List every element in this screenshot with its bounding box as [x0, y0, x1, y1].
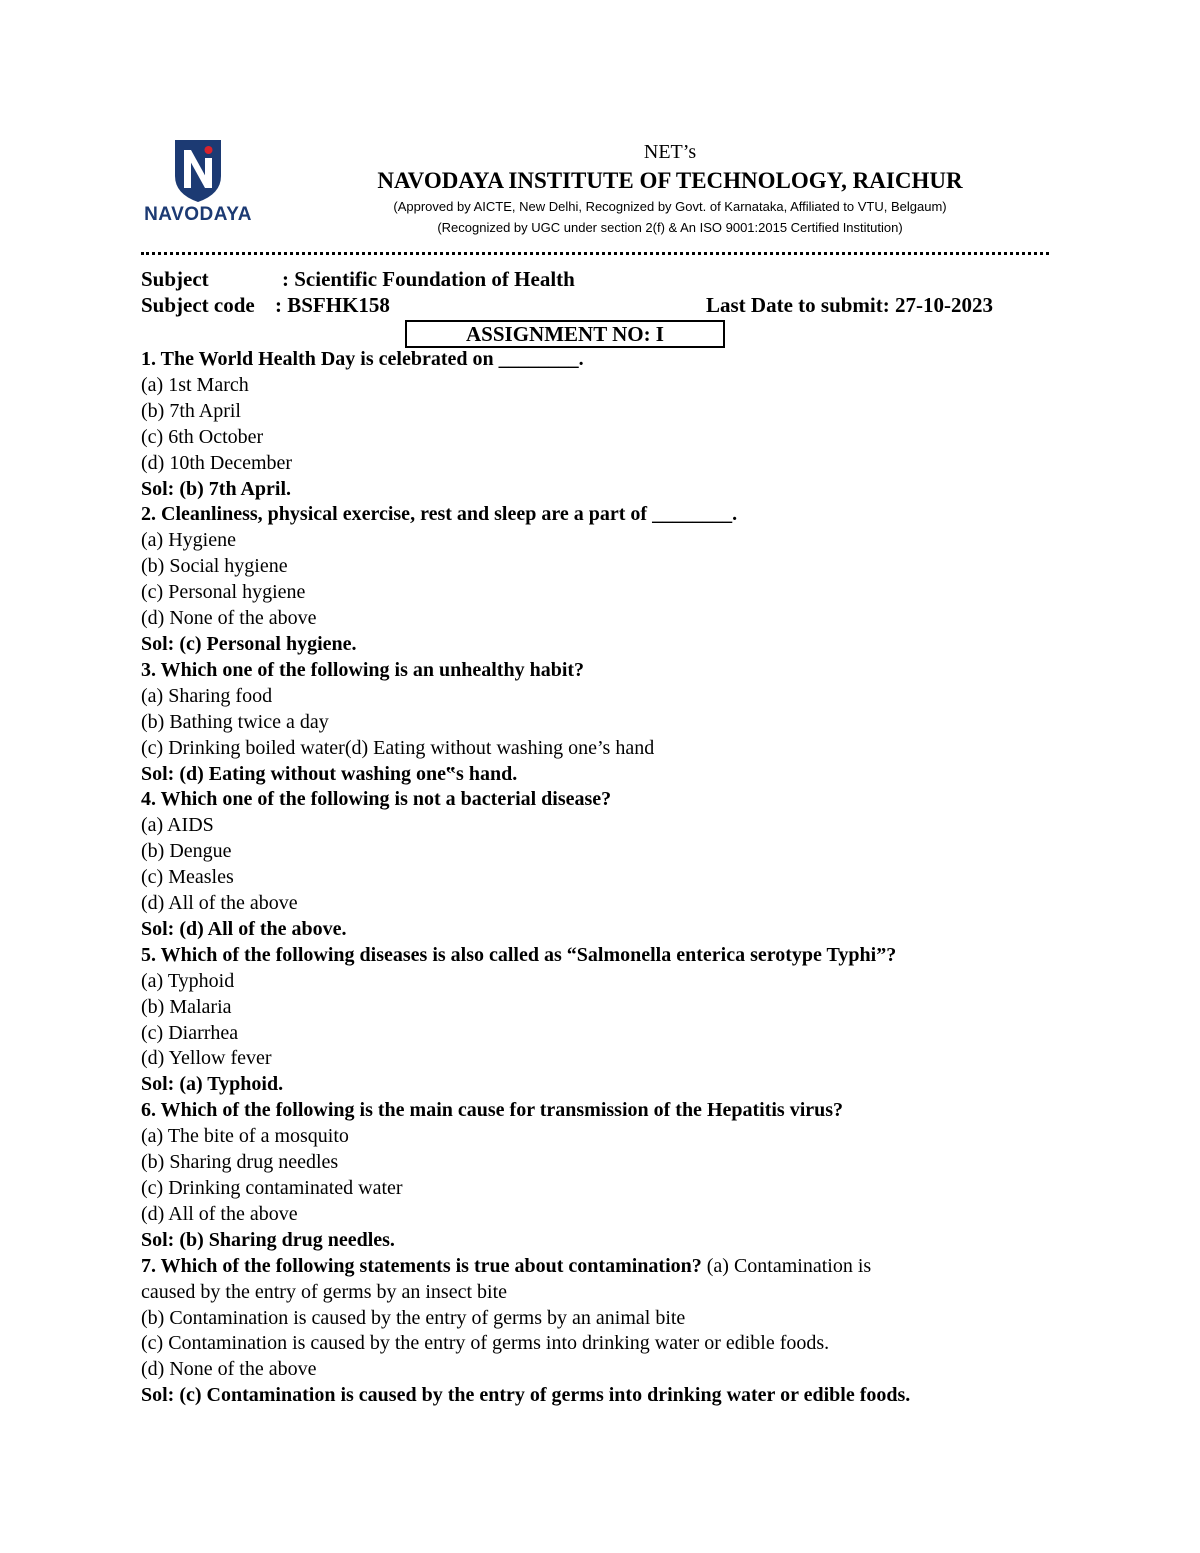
option: (d) Yellow fever [141, 1047, 272, 1070]
navodaya-logo [138, 136, 258, 232]
option: (b) 7th April [141, 399, 241, 422]
question-7: 7. Which of the following statements is true about contamination? [141, 1254, 702, 1277]
question-3: 3. Which one of the following is an unhealthy habit? [141, 658, 585, 681]
approval-line: (Approved by AICTE, New Delhi, Recognized by Govt. of Karnataka, Affiliated to VTU, Belgaum) [393, 199, 947, 214]
option: (b) Contamination is caused by the entry of germs by an animal bite [141, 1306, 686, 1329]
header-net: NET’s [643, 141, 697, 163]
question-1: 1. The World Health Day is celebrated on ________. [141, 348, 584, 370]
option: (d) All of the above [141, 1202, 298, 1225]
option: (c) 6th October [141, 425, 264, 448]
question-6: 6. Which of the following is the main cause for transmission of the Hepatitis virus? [141, 1099, 844, 1122]
option: (a) Hygiene [141, 529, 236, 552]
solution-4: Sol: (d) All of the above. [141, 917, 347, 940]
logo-text: NAVODAYA [144, 204, 252, 225]
option: (d) 10th December [141, 451, 293, 474]
option: (b) Malaria [141, 995, 232, 1018]
option: (c) Drinking contaminated water [141, 1177, 403, 1199]
last-date: Last Date to submit: 27-10-2023 [706, 293, 993, 317]
assignment-title: ASSIGNMENT NO: I [405, 320, 725, 348]
subject-code-value: : BSFHK158 [275, 293, 390, 317]
option: (c) Measles [141, 866, 234, 889]
option: (b) Dengue [141, 840, 232, 863]
question-list [141, 347, 1101, 1409]
option: (c) Personal hygiene [141, 581, 306, 604]
dotted-divider [141, 252, 1049, 255]
solution-1: Sol: (b) 7th April. [141, 477, 292, 500]
option: (c) Drinking boiled water(d) Eating without washing one’s hand [141, 736, 655, 759]
solution-7: Sol: (c) Contamination is caused by the entry of germs into drinking water or edible foods. [141, 1384, 911, 1407]
option: (b) Bathing twice a day [141, 710, 329, 733]
option: (a) Typhoid [141, 969, 235, 992]
option: (c) Diarrhea [141, 1021, 239, 1044]
subject-label: Subject [141, 267, 209, 291]
question-4: 4. Which one of the following is not a bacterial disease? [141, 788, 612, 811]
option: (a) AIDS [141, 814, 214, 837]
option: (b) Social hygiene [141, 555, 288, 578]
option: (d) None of the above [141, 1358, 317, 1381]
subject-value: : Scientific Foundation of Health [282, 267, 575, 291]
option: (b) Sharing drug needles [141, 1151, 339, 1174]
question-5: 5. Which of the following diseases is also called as “Salmonella enterica serotype Typhi”? [141, 943, 897, 966]
solution-2: Sol: (c) Personal hygiene. [141, 632, 357, 655]
option: (c) Contamination is caused by the entry of germs into drinking water or edible foods. [141, 1332, 830, 1355]
solution-3: Sol: (d) Eating without washing one‟s hand. [141, 762, 518, 785]
recognition-line: (Recognized by UGC under section 2(f) & An ISO 9001:2015 Certified Institution) [437, 220, 903, 235]
option: (a) 1st March [141, 373, 249, 396]
question-2: 2. Cleanliness, physical exercise, rest and sleep are a part of ________. [141, 503, 738, 526]
option: caused by the entry of germs by an insect bite [141, 1280, 507, 1303]
option: (a) Contamination is [701, 1254, 872, 1277]
navodaya-logo-icon [138, 136, 258, 206]
option: (d) All of the above [141, 892, 298, 915]
question-7-line [141, 1254, 1101, 1280]
solution-6: Sol: (b) Sharing drug needles. [141, 1228, 395, 1251]
option: (d) None of the above [141, 607, 317, 630]
solution-5: Sol: (a) Typhoid. [141, 1073, 284, 1096]
institute-title: NAVODAYA INSTITUTE OF TECHNOLOGY, RAICHUR [377, 168, 963, 193]
subject-code-label: Subject code [141, 293, 255, 317]
option: (a) Sharing food [141, 684, 273, 707]
option: (a) The bite of a mosquito [141, 1125, 349, 1148]
